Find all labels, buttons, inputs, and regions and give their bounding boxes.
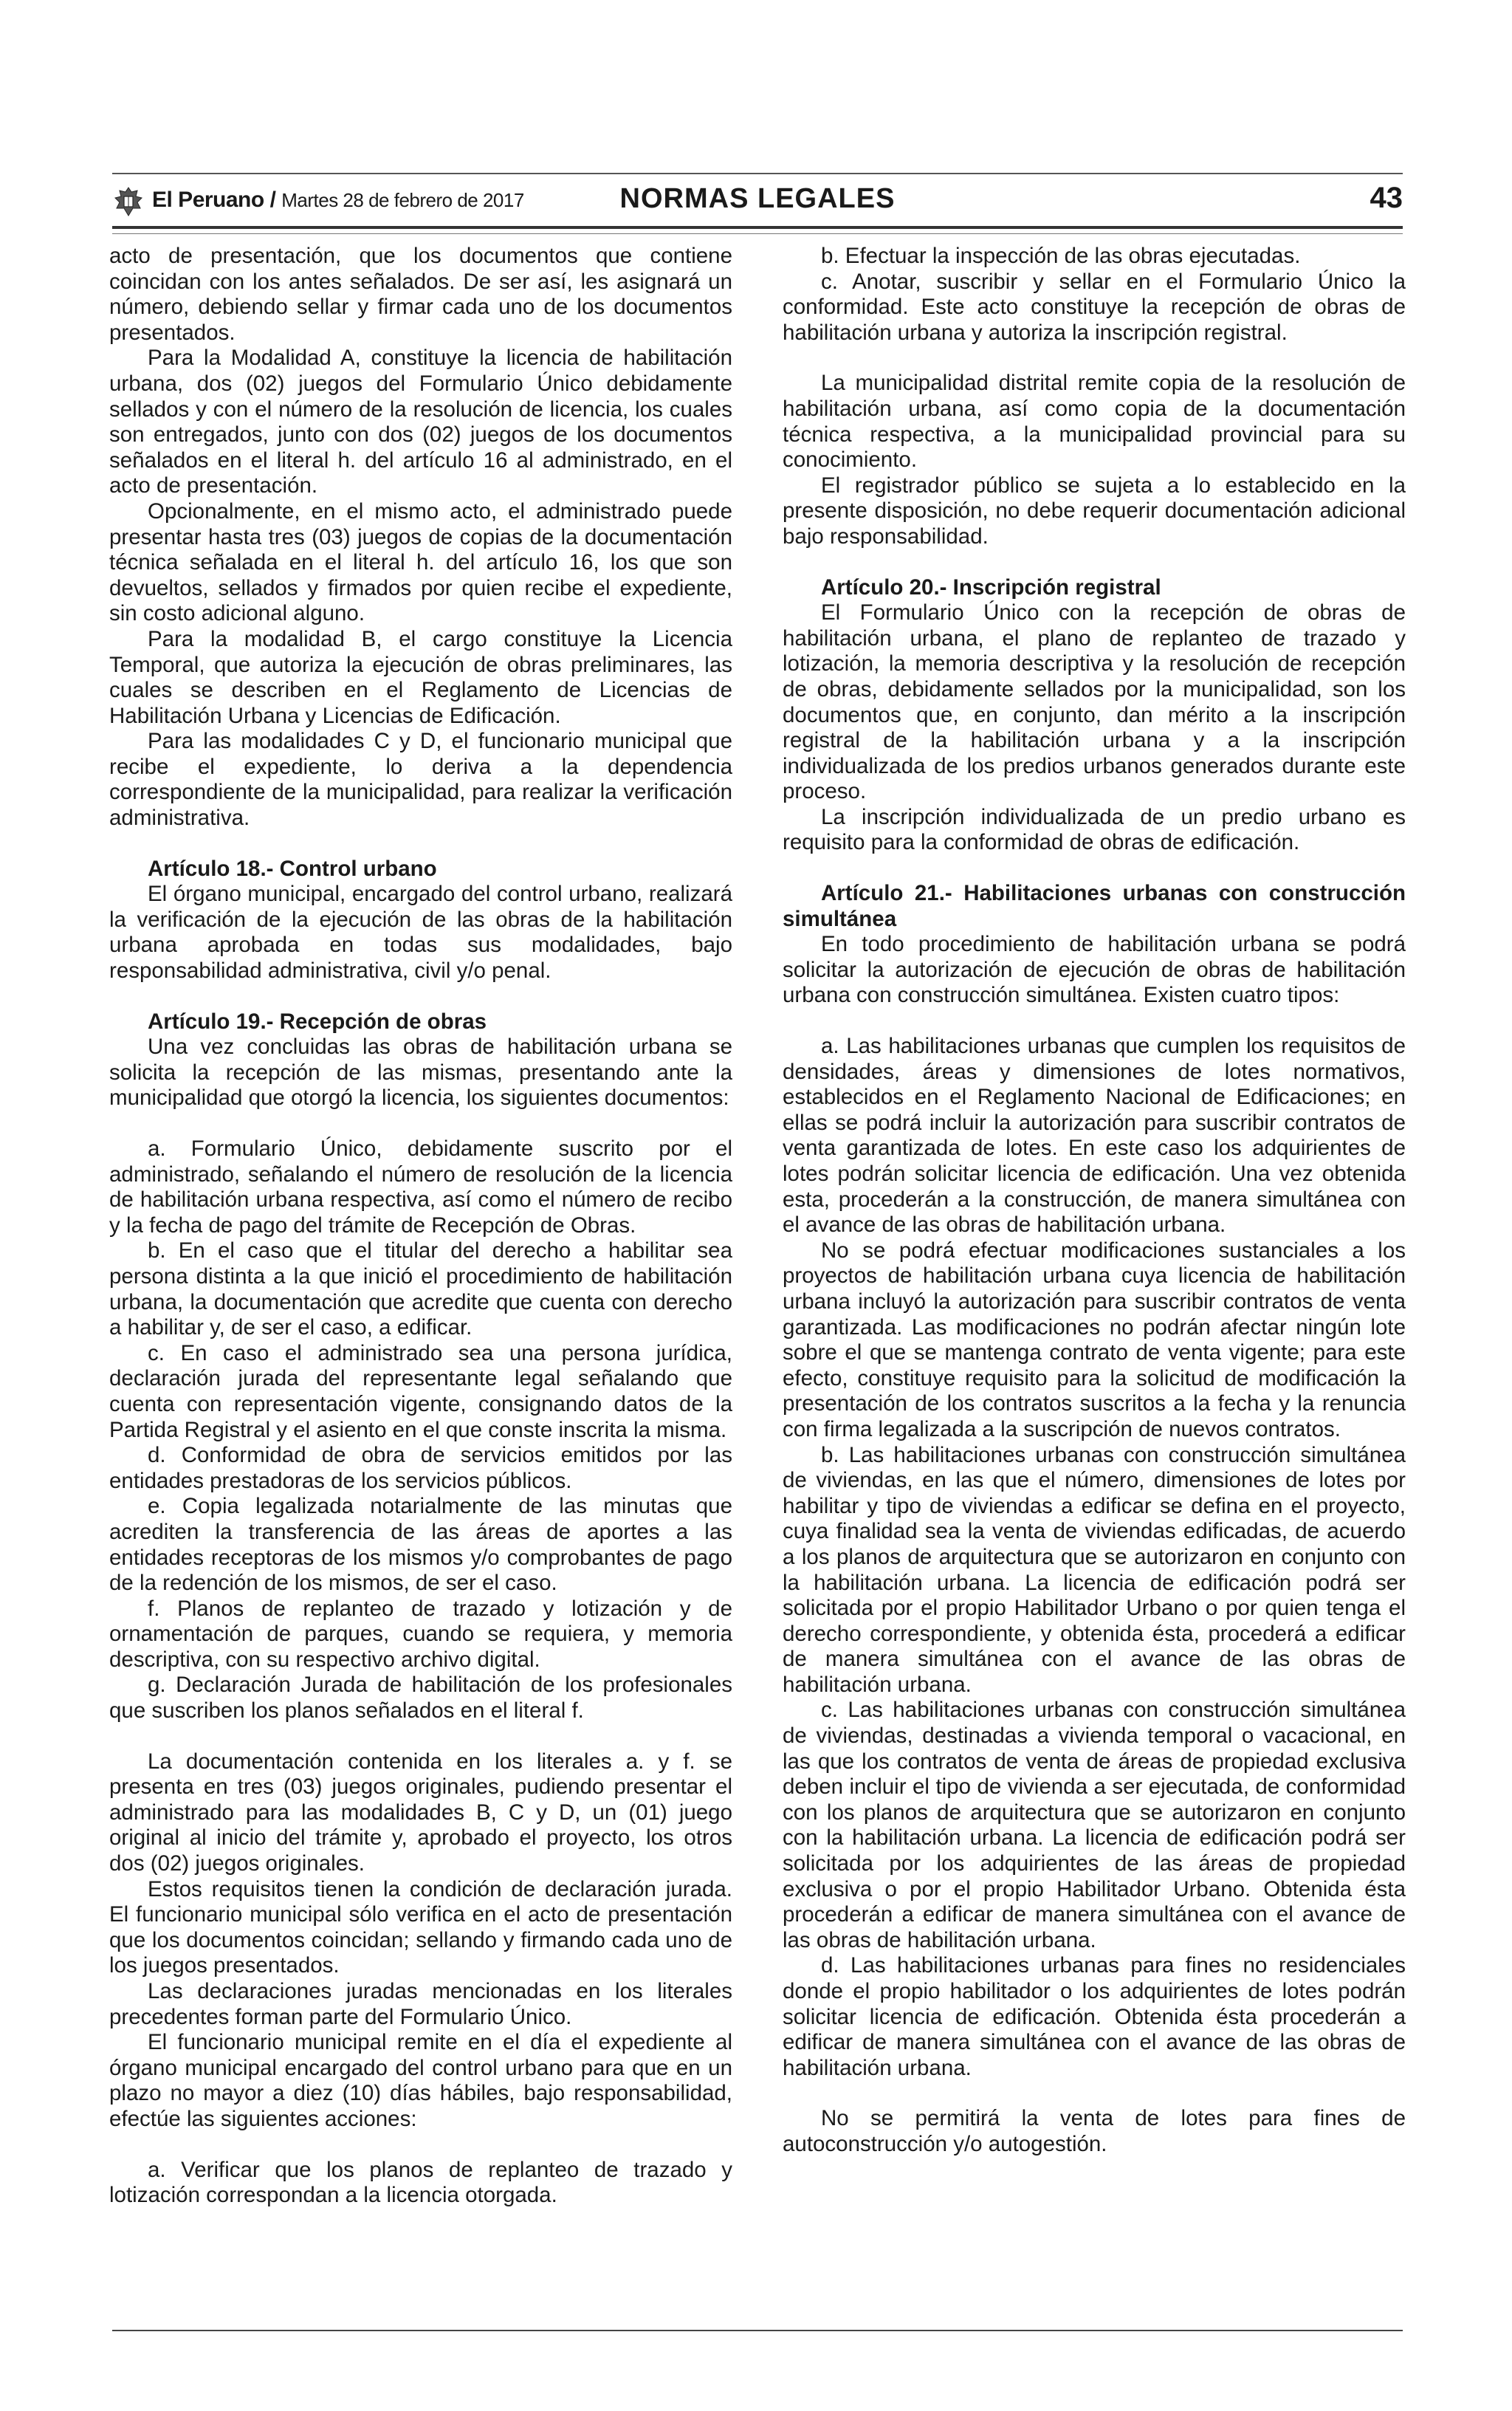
paragraph: La municipalidad distrital remite copia de la resolución de habilitación urbana, así como copia de la documentación técnica respectiva, a la municipalidad provincial para su conocimiento. — [783, 371, 1406, 473]
paragraph-spacer — [109, 2133, 732, 2158]
paragraph: El registrador público se sujeta a lo establecido en la presente disposición, no debe requerir documentación adicional bajo responsabilidad. — [783, 473, 1406, 549]
paragraph: Para las modalidades C y D, el funcionario municipal que recibe el expediente, lo deriva a la dependencia correspondiente de la municipalidad, para realizar la verificación administrativa. — [109, 729, 732, 831]
paragraph: acto de presentación, que los documentos que contiene coincidan con los antes señalados. De ser así, les asignará un número, debiendo sellar y firmar cada uno de los documentos presentados. — [109, 244, 732, 345]
paragraph: Las declaraciones juradas mencionadas en los literales precedentes forman parte del Formulario Único. — [109, 1979, 732, 2029]
paragraph: Una vez concluidas las obras de habilitación urbana se solicita la recepción de las mismas, presentando ante la municipalidad que otorgó la licencia, los siguientes documentos: — [109, 1035, 732, 1111]
paragraph: La inscripción individualizada de un predio urbano es requisito para la conformidad de obras de edificación. — [783, 804, 1406, 855]
article-heading: Artículo 20.- Inscripción registral — [821, 575, 1161, 600]
paragraph: b. Las habilitaciones urbanas con construcción simultánea de viviendas, en las que el número, dimensiones de lotes por habilitar y tipo de viviendas a edificar se defina en el proyecto, cuya finalidad sea la venta de viviendas edificadas, de acuerdo a los planos de arquitectura que se autorizaron en conjunto con la habilitación urbana. La licencia de edificación podrá ser solicitada por el propio Habilitador Urbano o por quien tenga el derecho correspondiente, y obtenida ésta, procederá a edificar de manera simultánea con el avance de las obras de habilitación urbana. — [783, 1442, 1406, 1697]
paragraph-spacer — [109, 1111, 732, 1136]
paragraph-spacer — [109, 1724, 732, 1749]
paragraph-spacer — [783, 550, 1406, 575]
paragraph: c. Las habilitaciones urbanas con construcción simultánea de viviendas, destinadas a vivienda temporal o vacacional, en las que los contratos de venta de áreas de propiedad exclusiva deben incluir el tipo de vivienda a ser ejecutada, de conformidad con los planos de arquitectura que se autorizaron en conjunto con la habilitación urbana. La licencia de edificación podrá ser solicitada por los adquirientes de las áreas de propiedad exclusiva o por el propio Habilitador Urbano. Obtenida ésta procederán a edificar de manera simultánea con el avance de las obras de habilitación urbana. — [783, 1698, 1406, 1952]
paragraph: La documentación contenida en los literales a. y f. se presenta en tres (03) juegos originales, pudiendo presentar el administrado para las modalidades B, C y D, un (01) juego original al inicio del trámite y, aprobado el proyecto, los otros dos (02) juegos originales. — [109, 1749, 732, 1876]
paragraph-spacer — [783, 1009, 1406, 1034]
footer-rule — [112, 2330, 1403, 2331]
paragraph: No se permitirá la venta de lotes para fines de autoconstrucción y/o autogestión. — [783, 2106, 1406, 2156]
paragraph: b. En el caso que el titular del derecho a habilitar sea persona distinta a la que inició el procedimiento de habilitación urbana, la documentación que acredite que cuenta con derecho a habilitar y, de ser el caso, a edificar. — [109, 1238, 732, 1340]
paragraph: En todo procedimiento de habilitación urbana se podrá solicitar la autorización de ejecución de obras de habilitación urbana con construcción simultánea. Existen cuatro tipos: — [783, 932, 1406, 1008]
paragraph: d. Conformidad de obra de servicios emitidos por las entidades prestadoras de los servicios públicos. — [109, 1443, 732, 1493]
header-bottom-thin-rule — [112, 233, 1403, 234]
publication-name: El Peruano — [152, 188, 264, 212]
paragraph: d. Las habilitaciones urbanas para fines no residenciales donde el propio habilitador o los adquirientes de lotes podrán solicitar licencia de edificación. Obtenida ésta procederán a edificar de manera simultánea con el avance de las obras de habilitación urbana. — [783, 1953, 1406, 2080]
paragraph: a. Verificar que los planos de replanteo de trazado y lotización correspondan a la licencia otorgada. — [109, 2157, 732, 2208]
publication-date: Martes 28 de febrero de 2017 — [281, 189, 524, 211]
paragraph: a. Las habilitaciones urbanas que cumplen los requisitos de densidades, áreas y dimensiones de lotes normativos, establecidos en el Reglamento Nacional de Edificaciones; en ellas se podrá incluir la autorización para suscribir contratos de venta garantizada de lotes. En este caso los adquirientes de lotes podrán solicitar licencia de edificación. Una vez obtenida esta, procederán a la construcción, de manera simultánea con el avance de las obras de habilitación urbana. — [783, 1034, 1406, 1238]
paragraph: f. Planos de replanteo de trazado y lotización y de ornamentación de parques, cuando se requiera, y memoria descriptiva, con su respectivo archivo digital. — [109, 1596, 732, 1672]
header-bottom-rule — [112, 226, 1403, 229]
paragraph: c. Anotar, suscribir y sellar en el Formulario Único la conformidad. Este acto constituye la recepción de obras de habilitación urbana y autoriza la inscripción registral. — [783, 269, 1406, 345]
header-separator: / — [269, 188, 276, 212]
paragraph-spacer — [783, 856, 1406, 881]
paragraph: Para la modalidad B, el cargo constituye la Licencia Temporal, que autoriza la ejecución de obras preliminares, las cuales se describen en el Reglamento de Licencias de Habilitación Urbana y Licencias de Edificación. — [109, 626, 732, 728]
paragraph: b. Efectuar la inspección de las obras ejecutadas. — [821, 244, 1301, 268]
article-heading: Artículo 19.- Recepción de obras — [148, 1009, 487, 1034]
paragraph-spacer — [109, 831, 732, 857]
header-top-rule — [112, 173, 1403, 174]
paragraph: Estos requisitos tienen la condición de declaración jurada. El funcionario municipal sólo verifica en el acto de presentación que los documentos coincidan; sellando y firmando cada uno de los juegos presentados. — [109, 1876, 732, 1978]
article-heading: Artículo 18.- Control urbano — [148, 856, 437, 881]
paragraph: El órgano municipal, encargado del control urbano, realizará la verificación de la ejecución de las obras de la habilitación urbana aprobada en todas sus modalidades, bajo responsabilidad administrativa, civil y/o penal. — [109, 882, 732, 984]
page-header — [112, 173, 1403, 239]
paragraph: Para la Modalidad A, constituye la licencia de habilitación urbana, dos (02) juegos del Formulario Único debidamente sellados y con el número de la resolución de licencia, los cuales son entregados, junto con dos (02) juegos de los documentos señalados en el literal h. del artículo 16 al administrado, en el acto de presentación. — [109, 346, 732, 498]
page-number: 43 — [1370, 182, 1403, 214]
paragraph: El funcionario municipal remite en el día el expediente al órgano municipal encargado del control urbano para que en un plazo no mayor a diez (10) días hábiles, bajo responsabilidad, efectúe las siguientes acciones: — [109, 2030, 732, 2131]
paragraph: No se podrá efectuar modificaciones sustanciales a los proyectos de habilitación urbana cuya licencia de habilitación urbana incluyó la autorización para suscribir contratos de venta garantizada. Las modificaciones no podrán afectar ningún lote sobre el que se mantenga contrato de venta vigente; para este efecto, constituye requisito para la solicitud de modificación la presentación de los contratos suscritos a la fecha y la renuncia con firma legalizada a la suscripción de nuevos contratos. — [783, 1238, 1406, 1441]
paragraph-spacer — [109, 984, 732, 1009]
section-title: NORMAS LEGALES — [619, 183, 896, 214]
paragraph: c. En caso el administrado sea una persona jurídica, declaración jurada del representante legal señalando que cuenta con representación vigente, consignando datos de la Partida Registral y el asiento en el que conste inscrita la misma. — [109, 1340, 732, 1442]
paragraph: Opcionalmente, en el mismo acto, el administrado puede presentar hasta tres (03) juegos de copias de la documentación técnica señalada en el literal h. del artículo 16, los que son devueltos, sellados y firmados por quien recibe el expediente, sin costo adicional alguno. — [109, 498, 732, 626]
paragraph-spacer — [783, 346, 1406, 371]
paragraph: g. Declaración Jurada de habilitación de los profesionales que suscriben los planos señalados en el literal f. — [109, 1673, 732, 1724]
right-column — [783, 244, 1406, 2158]
left-column — [109, 244, 732, 2209]
article-heading: Artículo 21.- Habilitaciones urbanas con construcción simultánea — [783, 881, 1406, 931]
paragraph: El Formulario Único con la recepción de obras de habilitación urbana, el plano de replanteo de trazado y lotización, la memoria descriptiva y la resolución de recepción de obras, debidamente sellados por la municipalidad, son los documentos que, en conjunto, dan mérito a la inscripción registral de la habilitación urbana y a la inscripción individualizada de los predios urbanos generados durante este proceso. — [783, 600, 1406, 804]
paragraph: a. Formulario Único, debidamente suscrito por el administrado, señalando el número de resolución de la licencia de habilitación urbana respectiva, así como el número de recibo y la fecha de pago del trámite de Recepción de Obras. — [109, 1136, 732, 1238]
paragraph: e. Copia legalizada notarialmente de las minutas que acrediten la transferencia de las áreas de aportes a las entidades receptoras de los mismos y/o comprobantes de pago de la redención de los mismos, de ser el caso. — [109, 1494, 732, 1596]
paragraph-spacer — [783, 2081, 1406, 2106]
